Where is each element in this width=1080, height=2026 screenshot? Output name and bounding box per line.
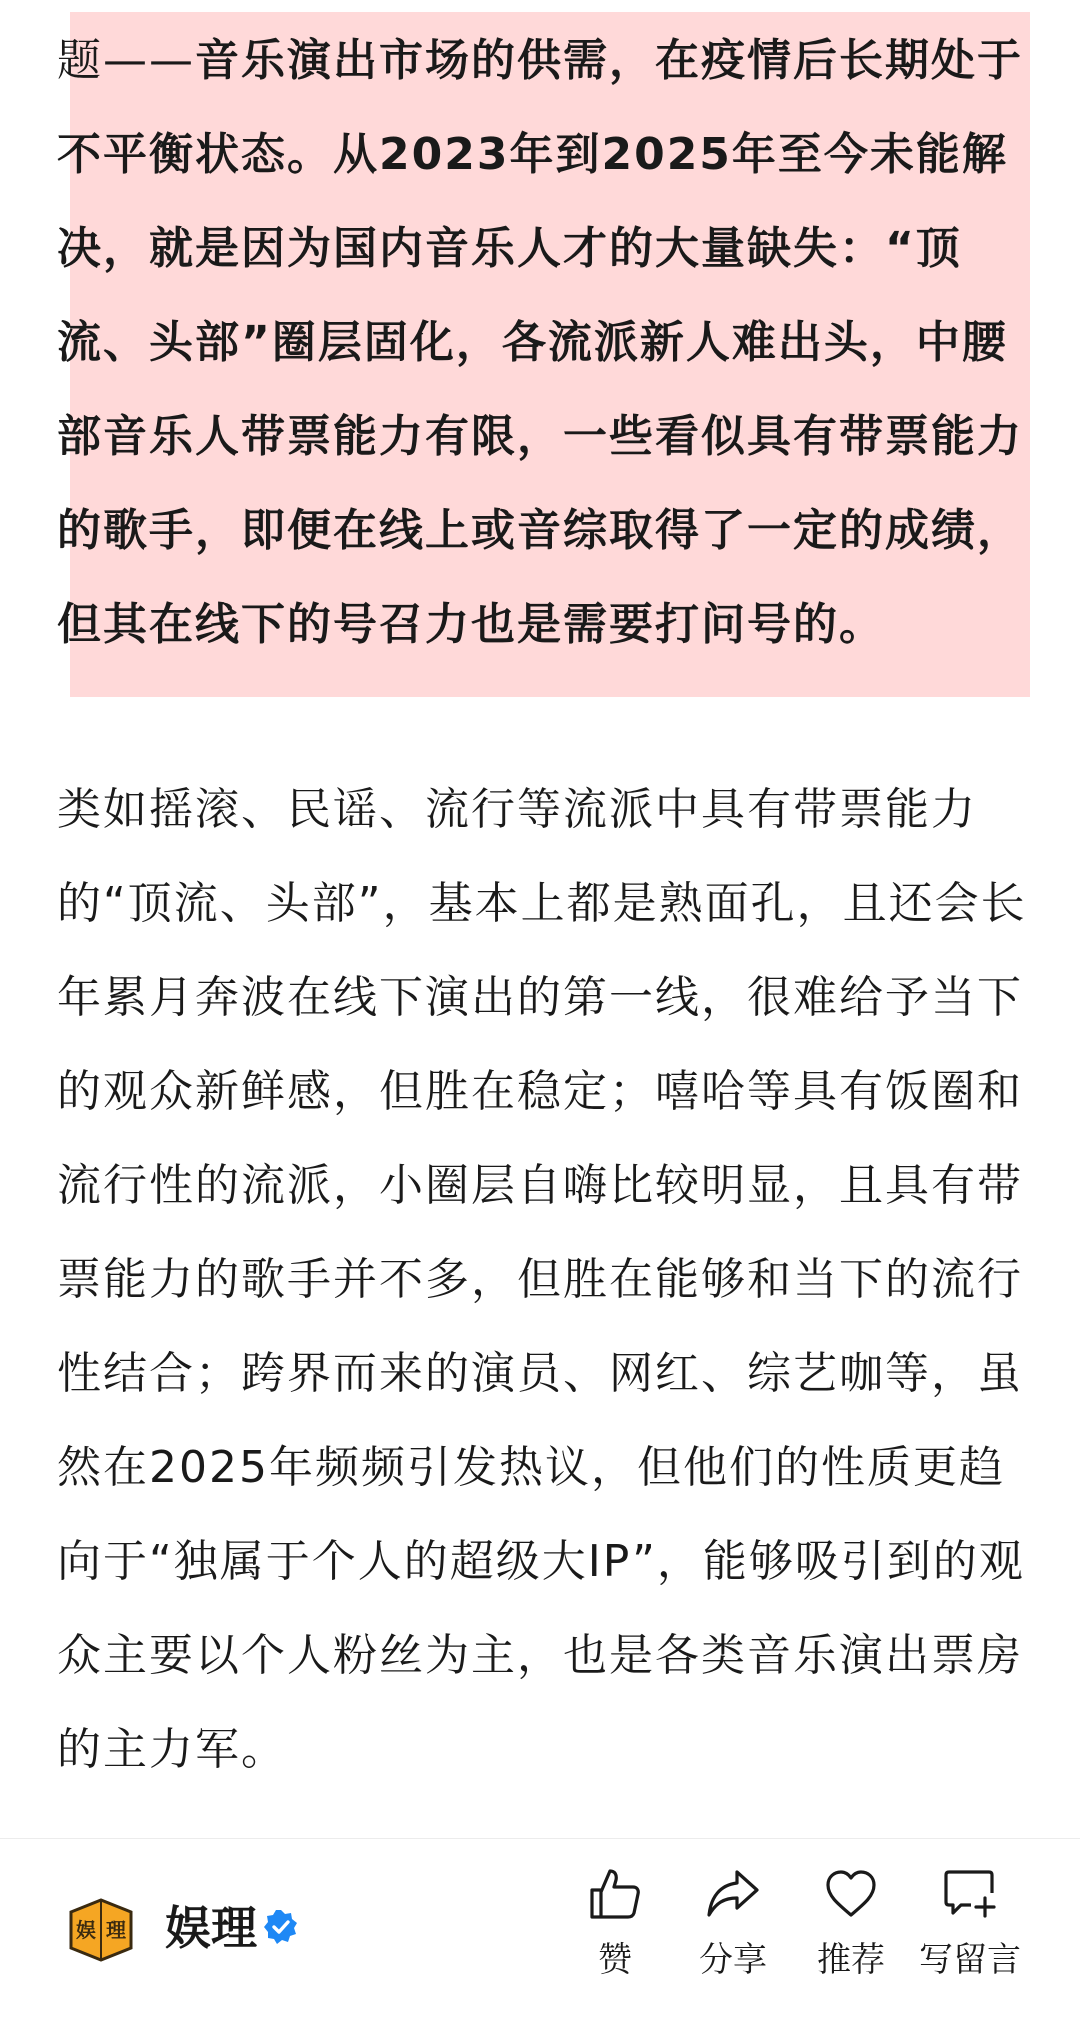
recommend-label: 推荐 bbox=[817, 1940, 885, 1980]
paragraph-highlighted-text: 音乐演出市场的供需，在疫情后长期处于不平衡状态。从2023年到2025年至今未能解决，就是因为国内音乐人才的大量缺失：“顶流、头部”圈层固化，各流派新人难出头，中腰部音乐人带票能力有限，一些看似具有带票能力的歌手，即便在线上或音综取得了一定的成绩，但其在线下的号召力也是需要打问号的。 bbox=[57, 35, 1023, 650]
share-label: 分享 bbox=[699, 1940, 767, 1980]
heart-icon bbox=[822, 1865, 880, 1923]
article-paragraph-1 bbox=[57, 14, 1027, 672]
paragraph-lead: 题—— bbox=[57, 35, 195, 86]
comment-label: 写留言 bbox=[919, 1940, 1021, 1980]
comment-plus-icon bbox=[941, 1865, 999, 1923]
share-arrow-icon bbox=[704, 1865, 762, 1923]
like-button[interactable] bbox=[550, 1865, 680, 2005]
verified-badge-icon bbox=[263, 1909, 299, 1945]
bottom-action-bar bbox=[0, 1838, 1080, 2026]
article-paragraph-2: 类如摇滚、民谣、流行等流派中具有带票能力的“顶流、头部”，基本上都是熟面孔，且还会长年累月奔波在线下演出的第一线，很难给予当下的观众新鲜感，但胜在稳定；嘻哈等具有饭圈和流行性的流派，小圈层自嗨比较明显，且具有带票能力的歌手并不多，但胜在能够和当下的流行性结合；跨界而来的演员、网红、综艺咖等，虽然在2025年频频引发热议，但他们的性质更趋向于“独属于个人的超级大IP”，能够吸引到的观众主要以个人粉丝为主，也是各类音乐演出票房的主力军。 bbox=[57, 784, 1027, 1775]
thumbs-up-icon bbox=[586, 1865, 644, 1923]
recommend-button[interactable] bbox=[786, 1865, 916, 2005]
share-button[interactable] bbox=[668, 1865, 798, 2005]
write-comment-button[interactable] bbox=[905, 1865, 1035, 2005]
avatar-glyph-2: 理 bbox=[106, 1918, 126, 1942]
avatar-glyph-1: 娱 bbox=[76, 1918, 96, 1942]
author-avatar[interactable] bbox=[68, 1896, 134, 1962]
like-label: 赞 bbox=[598, 1940, 632, 1980]
author-name[interactable]: 娱理 bbox=[165, 1901, 257, 1955]
